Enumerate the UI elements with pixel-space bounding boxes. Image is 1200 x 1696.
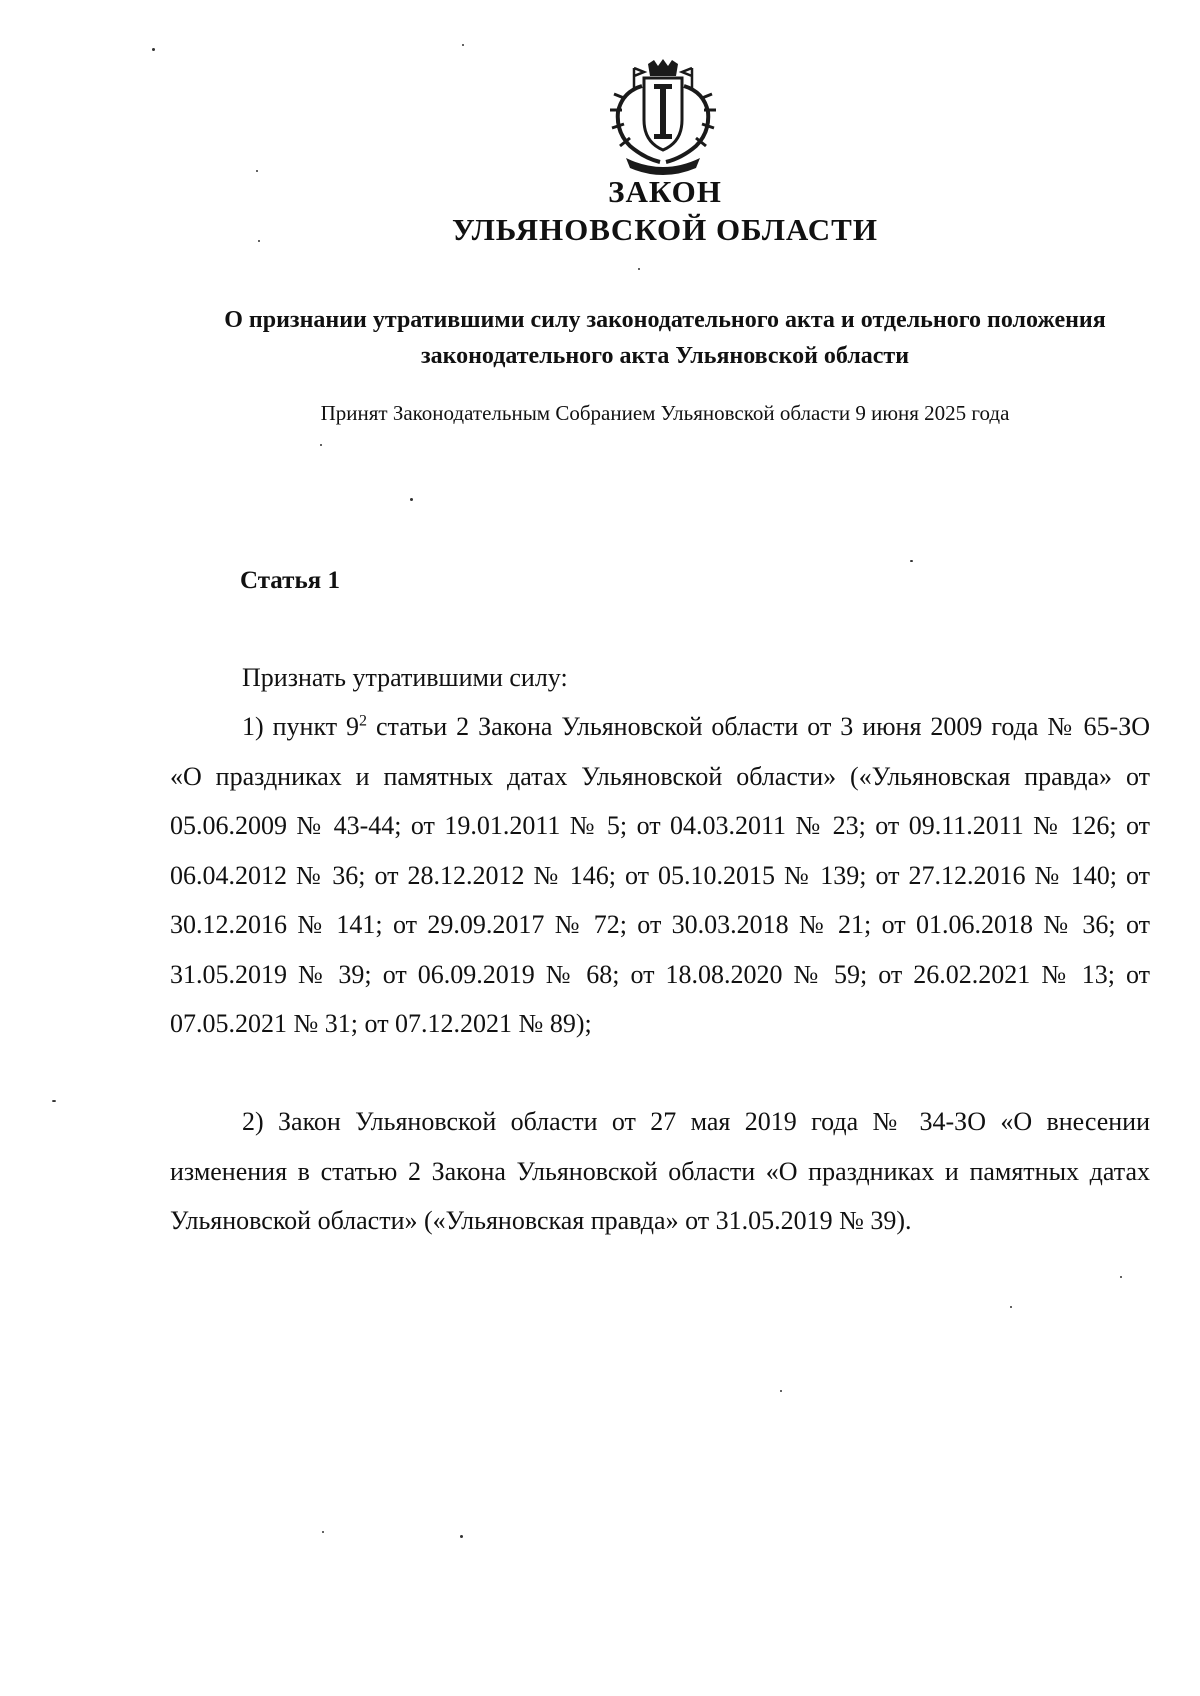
item1-prefix: 1) пункт 9 [242, 712, 360, 741]
scan-speck [460, 1535, 463, 1538]
scan-speck [320, 444, 322, 446]
item1-text: статьи 2 Закона Ульяновской области от 3 июня 2009 года № 65-ЗО «О праздниках и памятных датах Ульяновской области» («Ульяновская правда» от 05.06.2009 № 43-44; от 19.01.2011 № 5; от 04.03.2011 № 23; от 09.11.2011 № 126; от 06.04.2012 № 36; от 28.12.2012 № 146; от 05.10.2015 № 139; от 27.12.2016 № 140; от 30.12.2016 № 141; от 29.09.2017 № 72; от 30.03.2018 № 21; от 01.06.2018 № 36; от 31.05.2019 № 39; от 06.09.2019 № 68; от 18.08.2020 № 59; от 26.02.2021 № 13; от 07.05.2021 № 31; от 07.12.2021 № 89); [170, 712, 1150, 1038]
scan-speck [410, 498, 413, 501]
scan-speck [256, 170, 258, 172]
article-intro: Признать утратившими силу: [242, 663, 568, 692]
scan-speck [1010, 1306, 1012, 1308]
law-subject: О признании утратившими силу законодательного акта и отдельного положения законодательного акта Ульяновской области [224, 307, 1106, 369]
article-heading: Статья 1 [240, 567, 340, 594]
scan-speck [462, 44, 464, 46]
scan-speck [1120, 1276, 1122, 1278]
coat-of-arms-icon [604, 58, 722, 178]
scan-speck [638, 268, 640, 270]
article-item-1 [170, 702, 1150, 1049]
scan-speck [52, 1100, 56, 1102]
scan-speck [322, 1531, 324, 1533]
item1-superscript: 2 [359, 712, 368, 730]
scan-speck [780, 1390, 782, 1392]
scan-speck [910, 560, 913, 562]
adoption-note: Принят Законодательным Собранием Ульяновской области 9 июня 2025 года [320, 401, 1010, 425]
scan-speck [152, 48, 155, 51]
law-title-line2: УЛЬЯНОВСКОЙ ОБЛАСТИ [452, 212, 878, 247]
law-title-line1: ЗАКОН [608, 174, 722, 209]
scan-speck [258, 240, 260, 242]
article-item-2: 2) Закон Ульяновской области от 27 мая 2019 года № 34-ЗО «О внесении изменения в статью 2 Закона Ульяновской области «О праздниках и памятных датах Ульяновской области» («Ульяновская правда» от 31.05.2019 № 39). [170, 1107, 1150, 1235]
